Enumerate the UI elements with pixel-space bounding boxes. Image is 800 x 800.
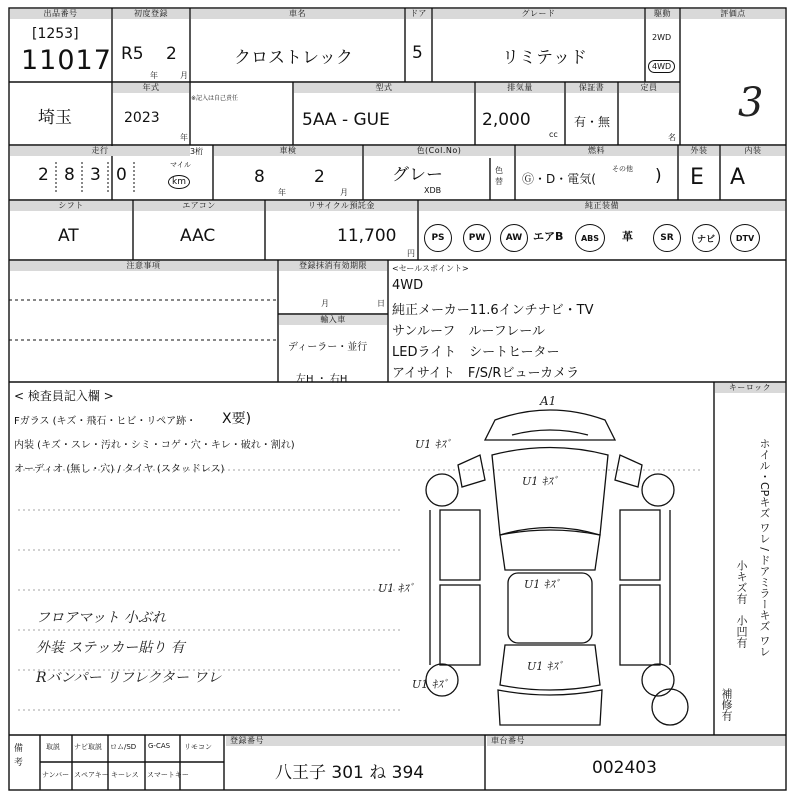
shift-header: シフト	[10, 201, 132, 211]
color-change-label: 色替	[495, 166, 503, 186]
displacement-header: 排気量	[476, 83, 564, 93]
model-year-unit: 年	[180, 133, 188, 142]
model-year-value: 2023	[124, 110, 160, 126]
mileage-digit-3: 3	[90, 165, 101, 185]
sales-point-3: サンルーフ ルーフレール	[392, 324, 545, 339]
car-name-header: 車名	[191, 9, 404, 19]
diagram-mark-2: U1 ｷｽﾞ	[522, 475, 559, 488]
inspection-month: 2	[314, 167, 325, 187]
plate-header: 登録番号	[226, 736, 484, 746]
fuel-options: Ⓖ・D・電気(	[522, 172, 596, 186]
reg-expiry-day-unit: 日	[377, 299, 385, 308]
sales-point-5: アイサイト F/S/Rビューカメラ	[392, 366, 580, 381]
region: 埼玉	[38, 108, 72, 128]
reg-expiry-header: 登録抹消有効期限	[279, 261, 387, 271]
shift-value: AT	[58, 226, 79, 246]
fuel-header: 燃料	[516, 146, 677, 156]
equip-navi: ナビ	[692, 224, 720, 252]
chassis-number: 002403	[592, 758, 657, 778]
import-handle: 左H ・ 右H	[296, 374, 348, 385]
exterior-header: 外装	[679, 146, 719, 156]
recycle-header: リサイクル預託金	[266, 201, 417, 211]
grade: リミテッド	[502, 48, 587, 68]
inspector-interior: 内装 (キズ・スレ・汚れ・シミ・コゲ・穴・キレ・破れ・割れ)	[14, 440, 295, 451]
interior-header: 内装	[721, 146, 785, 156]
mileage-digit-2: 8	[64, 165, 75, 185]
right-column-line1: ホイル・CPキズ ワレ / ドアミラーキズ ワレ	[758, 438, 771, 658]
diagram-front-label: A1	[540, 394, 557, 408]
capacity-unit: 名	[668, 133, 676, 142]
fuel-close: )	[655, 166, 662, 186]
recycle-value: 11,700	[337, 226, 397, 246]
notes-header: 注意事項	[10, 261, 277, 271]
model-year-note: ※記入は自己責任	[191, 95, 239, 102]
sales-point-4: LEDライト シートヒーター	[392, 345, 560, 360]
equip-leather: 革	[622, 230, 633, 243]
model-code-header: 型式	[294, 83, 474, 93]
handwritten-note-2: 外装 ステッカー貼り 有	[36, 640, 185, 656]
aircon-value: AAC	[180, 226, 216, 246]
lot-bracket: [1253]	[32, 26, 79, 42]
odo-3-label: 3桁	[190, 147, 204, 156]
inspection-header: 車検	[214, 146, 362, 156]
mileage-header: 走行	[10, 146, 190, 156]
chassis-header: 車台番号	[487, 736, 785, 746]
acc-smart-key: スマートキー	[147, 771, 189, 779]
acc-remote: リモコン	[184, 743, 212, 751]
import-header: 輸入車	[279, 315, 387, 325]
warranty-header: 保証書	[566, 83, 617, 93]
fuel-other-label: その他	[612, 165, 633, 173]
equip-pw: PW	[463, 224, 491, 252]
inspector-windshield-x: X要)	[222, 411, 252, 427]
drive-4wd-selected: 4WD	[648, 60, 675, 73]
handwritten-note-3: Rバンパー リフレクター ワレ	[36, 670, 222, 686]
model-year-header: 年式	[113, 83, 189, 93]
import-dealer: ディーラー・並行	[288, 342, 368, 353]
diagram-mark-3: U1 ｷｽﾞ	[378, 582, 415, 595]
inspection-month-unit: 月	[340, 188, 348, 197]
acc-spare-key: スペアキー	[74, 771, 109, 779]
color-header: 色(Col.No)	[364, 146, 514, 156]
equipment-header: 純正装備	[419, 201, 785, 211]
drive-header: 駆動	[646, 9, 679, 19]
inspection-year-unit: 年	[278, 188, 286, 197]
color-name: グレー	[392, 165, 443, 185]
acc-keyless: キーレス	[111, 771, 139, 779]
inspector-audio-tire: オーディオ (無し・穴) / タイヤ (スタッドレス)	[14, 464, 225, 475]
first-registration-header: 初度登録	[113, 9, 189, 19]
right-column-line3: 補修有	[720, 688, 733, 721]
equip-ps: PS	[424, 224, 452, 252]
warranty-value: 有・無	[574, 115, 611, 129]
mileage-digit-1: 2	[38, 165, 49, 185]
mileage-unit-mile: マイル	[170, 161, 191, 169]
interior-score: A	[730, 165, 746, 190]
equip-sr: SR	[653, 224, 681, 252]
acc-gcas: G-CAS	[148, 742, 171, 750]
lot-number: 11017	[21, 45, 112, 76]
diagram-mark-1: U1 ｷｽﾞ	[415, 438, 452, 451]
score-header: 評価点	[681, 9, 785, 19]
drive-2wd: 2WD	[652, 33, 672, 42]
first-registration-month-unit: 月	[180, 71, 188, 80]
mileage-digit-4: 0	[116, 165, 127, 185]
displacement-unit: cc	[549, 130, 558, 139]
inspector-windshield: Fガラス (キズ・飛石・ヒビ・リペア跡・	[14, 416, 197, 427]
inspection-year: 8	[254, 167, 265, 187]
acc-navi-manual: ナビ取説	[74, 743, 102, 751]
model-code: 5AA - GUE	[302, 110, 390, 130]
recycle-unit: 円	[407, 249, 415, 258]
sales-point-1: 4WD	[392, 278, 424, 293]
acc-plate: ナンバー	[42, 771, 70, 779]
aircon-header: エアコン	[134, 201, 264, 211]
doors-header: ドア	[406, 9, 431, 19]
equip-dtv: DTV	[730, 224, 760, 252]
grade-header: グレード	[433, 9, 644, 19]
first-registration-year-unit: 年	[150, 71, 158, 80]
equip-airbag: エアB	[533, 230, 564, 243]
lot-number-header: 出品番号	[10, 9, 111, 19]
right-column-line2: 小キズ有 小凹有	[735, 560, 748, 648]
score-value: 3	[738, 80, 764, 126]
first-registration-month: 2	[166, 44, 177, 64]
diagram-mark-5: U1 ｷｽﾞ	[527, 660, 564, 673]
car-name: クロストレック	[234, 48, 353, 68]
reg-expiry-month-unit: 月	[321, 299, 329, 308]
diagram-mark-6: U1 ｷｽﾞ	[412, 678, 449, 691]
first-registration-era: R5	[121, 44, 144, 64]
sales-points-header: <セールスポイント>	[392, 264, 469, 273]
equip-aw: AW	[500, 224, 528, 252]
sales-point-2: 純正メーカー11.6インチナビ・TV	[392, 303, 594, 318]
acc-manual: 取説	[46, 743, 60, 751]
color-code: XDB	[424, 186, 442, 195]
exterior-score: E	[690, 165, 704, 190]
key-lock-header: キーロック	[715, 383, 785, 393]
equip-abs: ABS	[575, 224, 605, 252]
handwritten-note-1: フロアマット 小ぶれ	[36, 610, 166, 626]
capacity-header: 定員	[619, 83, 679, 93]
displacement-value: 2,000	[482, 110, 531, 130]
doors: 5	[412, 43, 423, 63]
plate-number: 八王子 301 ね 394	[275, 763, 425, 783]
inspector-header: < 検査員記入欄 >	[14, 389, 114, 403]
mileage-unit-km: km	[168, 175, 190, 189]
diagram-mark-4: U1 ｷｽﾞ	[524, 578, 561, 591]
acc-rom-sd: ロム/SD	[110, 743, 137, 751]
bottom-remarks-label: 備考	[14, 744, 24, 768]
